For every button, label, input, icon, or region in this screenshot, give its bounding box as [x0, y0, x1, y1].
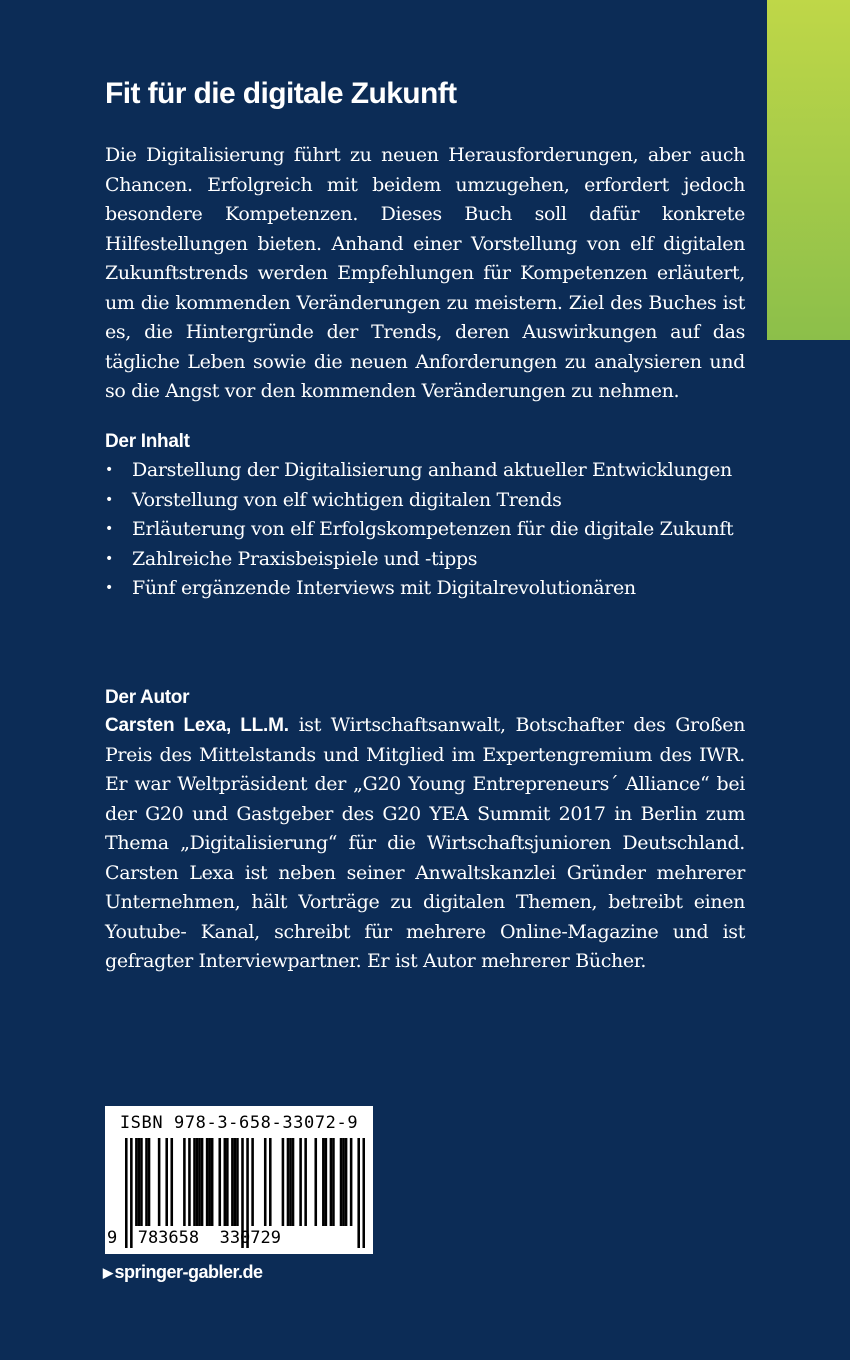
barcode-bar	[183, 1138, 186, 1226]
bullet-icon: •	[105, 580, 113, 596]
publisher-name: springer-gabler.de	[114, 1262, 263, 1282]
barcode-bar	[224, 1138, 227, 1226]
barcode-bar	[299, 1138, 302, 1226]
intro-paragraph: Die Digitalisierung führt zu neuen Herausforderungen, aber auch Chancen. Erfolgreich mit beidem umzugehen, erfordert jedoch besondere Kompetenzen. Dieses Buch soll dafür konkrete Hilfestellungen bieten. Anhand einer Vorstellung von elf digitalen Zukunftstrends werden Empfehlungen für Kompetenzen erläutert, um die kommenden Veränderungen zu meistern. Ziel des Buches ist es, die Hintergründe der Trends, deren Auswirkungen auf das tägliche Leben sowie die neuen Anforderungen zu analysieren und so die Angst vor den kommenden Veränderungen zu nehmen.	[105, 144, 745, 402]
barcode-bar	[322, 1138, 325, 1226]
play-arrow-icon: ▶	[103, 1265, 113, 1280]
barcode-bar	[350, 1138, 353, 1226]
list-item-text: Vorstellung von elf wichtigen digitalen Trends	[132, 488, 562, 511]
content-list	[105, 456, 745, 604]
author-bio-text: ist Wirtschaftsanwalt, Botschafter des Großen Preis des Mittelstands und Mitglied im Expertengremium des IWR. Er war Weltpräsident der „G20 Young Entrepreneurs´ Alliance“ bei der G20 und Gastgeber des G20 YEA Summit 2017 in Berlin zum Thema „Digitalisierung“ für die Wirtschaftsjunioren Deutschland. Carsten Lexa ist neben seiner Anwaltskanzlei Gründer mehrerer Unternehmen, hält Vorträge zu digitalen Themen, betreibt einen Youtube- Kanal, schreibt für mehrere Online-Magazine und ist gefragter Interviewpartner. Er ist Autor mehrerer Bücher.	[105, 714, 745, 972]
barcode-bar	[264, 1138, 267, 1226]
bullet-icon: •	[105, 491, 113, 508]
publisher-link[interactable]	[103, 1259, 263, 1287]
barcode-bar	[314, 1138, 317, 1226]
barcode-bar	[325, 1138, 328, 1226]
list-item	[105, 515, 745, 545]
barcode-bar	[201, 1138, 204, 1226]
list-item	[105, 456, 745, 486]
barcode-bar	[170, 1138, 173, 1226]
list-item	[105, 545, 745, 575]
barcode-bar	[304, 1138, 307, 1226]
list-item	[105, 574, 745, 604]
barcode-bar	[269, 1138, 272, 1226]
barcode-bar	[345, 1138, 348, 1226]
barcode-bar	[236, 1138, 239, 1226]
barcode-bar	[140, 1138, 143, 1226]
barcode-bar	[158, 1138, 161, 1226]
barcode-bar	[251, 1138, 254, 1226]
barcode-bar	[332, 1138, 335, 1226]
author-section-label: Der Autor	[105, 687, 190, 708]
barcode-bar	[196, 1138, 199, 1226]
barcode-digits: 9 783658 330729	[107, 1228, 281, 1248]
author-name: Carsten Lexa, LL.M.	[105, 715, 289, 736]
barcode-bar	[135, 1138, 138, 1226]
list-item-text: Zahlreiche Praxisbeispiele und -tipps	[132, 547, 478, 570]
barcode-bar	[145, 1138, 148, 1226]
barcode-bar	[342, 1138, 345, 1226]
bullet-icon: •	[105, 462, 113, 478]
barcode-bar	[231, 1138, 234, 1226]
barcode-bar	[193, 1138, 196, 1226]
barcode-bar	[198, 1138, 201, 1226]
barcode-bar	[234, 1138, 237, 1226]
barcode-bar	[148, 1138, 151, 1226]
barcode-bar	[282, 1138, 285, 1226]
barcode-bar	[292, 1138, 295, 1226]
barcode-bar	[340, 1138, 343, 1226]
list-item-text: Darstellung der Digitalisierung anhand aktueller Entwicklungen	[132, 459, 732, 481]
barcode-bar	[330, 1138, 333, 1226]
barcode-bar	[208, 1138, 211, 1226]
isbn-label: ISBN 978-3-658-33072-9	[119, 1113, 359, 1133]
barcode-bar	[206, 1138, 209, 1226]
barcode-bar	[287, 1138, 290, 1226]
barcode-bar	[211, 1138, 214, 1226]
barcode-bar	[165, 1138, 168, 1226]
barcode-bar	[226, 1138, 229, 1226]
barcode	[105, 1106, 373, 1254]
barcode-bar	[138, 1138, 141, 1226]
author-bio	[105, 711, 745, 977]
green-accent-strip	[767, 0, 850, 340]
bullet-icon: •	[105, 521, 113, 537]
headline: Fit für die digitale Zukunft	[105, 77, 457, 110]
list-item	[105, 486, 745, 516]
list-item-text: Fünf ergänzende Interviews mit Digitalrevolutionären	[132, 577, 636, 599]
barcode-bar	[188, 1138, 191, 1226]
list-item-text: Erläuterung von elf Erfolgskompetenzen für die digitale Zukunft	[132, 518, 734, 540]
barcode-bar	[218, 1138, 221, 1226]
bullet-icon: •	[105, 550, 113, 567]
barcode-bar	[289, 1138, 292, 1226]
content-section-label: Der Inhalt	[105, 431, 190, 452]
